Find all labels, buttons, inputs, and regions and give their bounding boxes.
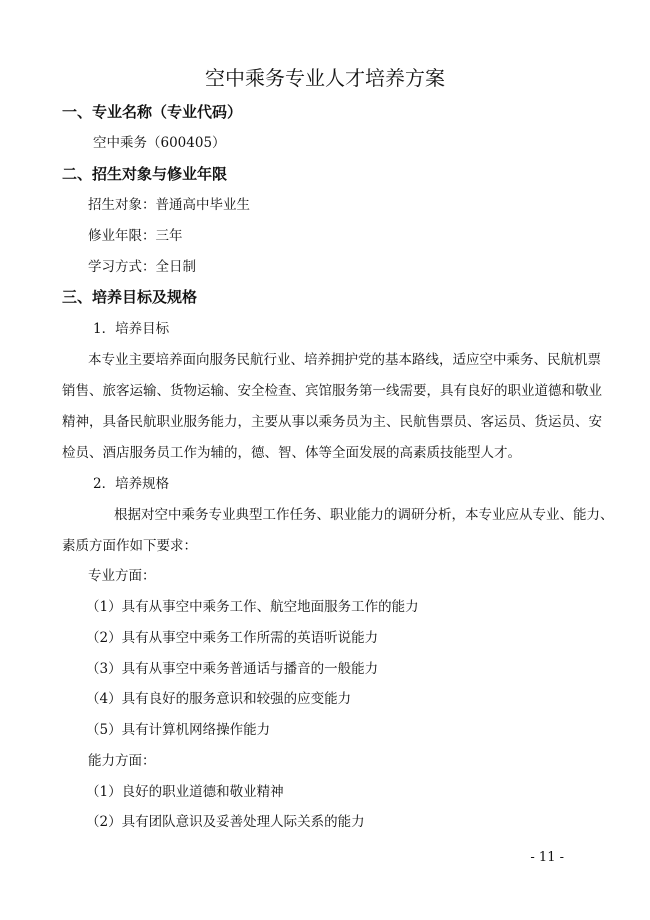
study-duration: 修业年限：三年 bbox=[88, 228, 183, 244]
section-2-heading: 二、招生对象与修业年限 bbox=[62, 165, 228, 183]
study-mode: 学习方式：全日制 bbox=[88, 259, 196, 275]
goal-paragraph-line: 本专业主要培养面向服务民航行业、培养拥护党的基本路线，适应空中乘务、民航机票 bbox=[88, 352, 601, 368]
subsection-training-spec: 2．培养规格 bbox=[93, 476, 170, 492]
spec-paragraph-line: 根据对空中乘务专业典型工作任务、职业能力的调研分析，本专业应从专业、能力、 bbox=[114, 507, 614, 523]
spec-paragraph-line: 素质方面作如下要求： bbox=[62, 538, 197, 554]
professional-item: （4）具有良好的服务意识和较强的应变能力 bbox=[86, 691, 352, 707]
professional-item: （3）具有从事空中乘务普通话与播音的一般能力 bbox=[86, 661, 379, 677]
goal-paragraph-line: 精神，具备民航职业服务能力，主要从事以乘务员为主、民航售票员、客运员、货运员、安 bbox=[62, 414, 602, 430]
page-number: - 11 - bbox=[530, 850, 564, 865]
section-3-heading: 三、培养目标及规格 bbox=[62, 288, 198, 306]
professional-item: （2）具有从事空中乘务工作所需的英语听说能力 bbox=[86, 630, 379, 646]
enrollment-target: 招生对象：普通高中毕业生 bbox=[88, 197, 250, 213]
document-title: 空中乘务专业人才培养方案 bbox=[205, 66, 445, 90]
ability-heading: 能力方面： bbox=[88, 753, 156, 769]
section-1-heading: 一、专业名称（专业代码） bbox=[62, 103, 243, 121]
goal-paragraph-line: 检员、酒店服务员工作为辅的，德、智、体等全面发展的高素质技能型人才。 bbox=[62, 445, 521, 461]
major-name-code: 空中乘务（600405） bbox=[93, 135, 226, 151]
subsection-training-goal: 1．培养目标 bbox=[93, 321, 170, 337]
professional-item: （5）具有计算机网络操作能力 bbox=[86, 722, 271, 738]
goal-paragraph-line: 销售、旅客运输、货物运输、安全检查、宾馆服务第一线需要，具有良好的职业道德和敬业 bbox=[62, 383, 602, 399]
professional-heading: 专业方面： bbox=[88, 568, 156, 584]
ability-item: （1）良好的职业道德和敬业精神 bbox=[86, 784, 284, 800]
ability-item: （2）具有团队意识及妥善处理人际关系的能力 bbox=[86, 814, 365, 830]
professional-item: （1）具有从事空中乘务工作、航空地面服务工作的能力 bbox=[86, 599, 419, 615]
